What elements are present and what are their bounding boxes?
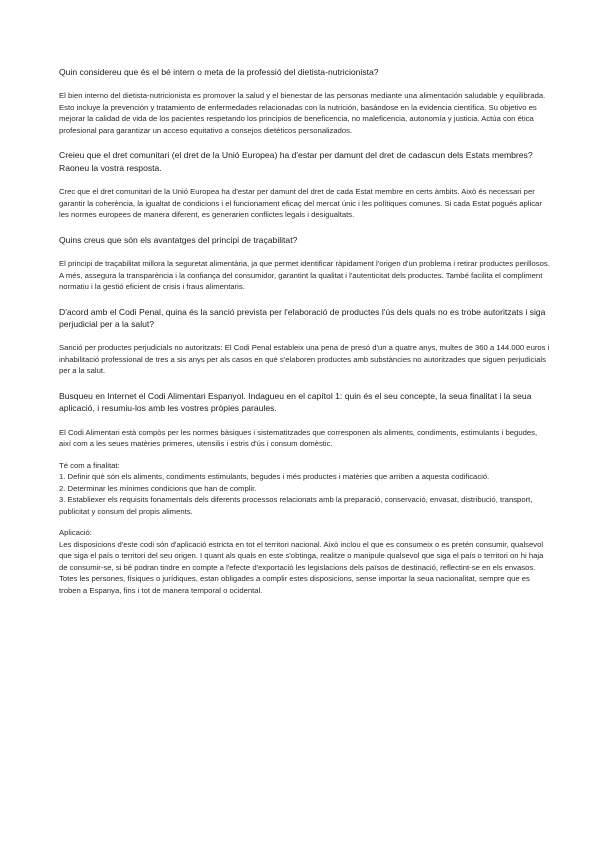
answer-5-concept: El Codi Alimentari està compòs per les normes bàsiques i sistematitzades que corresponen als aliments, condiments, estimulants i begudes, així com a les seues matèries primeres, utensilis i estris d'ús i consum domèstic.: [59, 427, 538, 449]
answer-5-finalitat: Té com a finalitat: 1. Definir què són els aliments, condiments estimulants, begudes i més productes i matèries que arriben a aquesta codificació. 2. Determinar les mínimes condicions que han de complir. 3. Establiexer els requisits fonamentals dels diferents processos relacionats amb la preparació, conservació, envasat, distribució, transport, publicitat y consum del propis aliments.: [59, 460, 533, 516]
answer-1: El bien interno del dietista-nutricionista es promover la salud y el bienestar de las personas mediante una alimentación saludable y equilibrada. Esto incluye la prevención y tratamiento de enfermedades relacionadas con la nutrición, basándose en la evidencia científica. Su objetivo es mejorar la calidad de vida de los pacientes respetando los principios de beneficencia, no maleficencia, autonomía y justicia. Actúa con ética profesional para garantizar un acceso equitativo a consejos dietéticos personalizados.: [59, 91, 546, 135]
answer-2: Crec que el dret comunitari de la Unió Europea ha d'estar per damunt del dret de cada Estat membre en certs àmbits. Això és necessari per garantir la coherència, la igualtat de condicions i el funcionament eficaç del mercat únic i les polítiques comunes. Si cada Estat pogués aplicar les normes europees de manera diferent, es generarien conflictes legals i desigualtats.: [59, 187, 542, 220]
question-1: Quin considereu que és el bé intern o meta de la professió del dietista-nutricionista?: [59, 67, 379, 77]
question-2: Creieu que el dret comunitari (el dret de la Unió Europea) ha d'estar per damunt del dret de cadascun dels Estats membres? Raoneu la vostra resposta.: [59, 150, 533, 173]
answer-5-aplicacio: Aplicació: Les disposicions d'este codi són d'aplicació estricta en tot el territori nacional. Això inclou el que es consumeix o es pretén consumir, qualsevol que siga el país o territori del seu origen. I quant als quals en este s'obtinga, realitze o manipule qualsevol que siga el país o territori on hi haja de consumir-se, si bé podran tindre en compte a l'efecte d'exportació les legislacions dels països de destinació, reflectint-se en els envasos. Totes les persones, físiques o jurídiques, estan obligades a complir estes disposicions, sense importar la seua nacionalitat, sempre que es troben a Espanya, fins i tot de manera temporal o ocidental.: [59, 528, 544, 595]
answer-4: Sanció per productes perjudicials no autoritzats: El Codi Penal estableix una pena de presó d'un a quatre anys, multes de 360 a 144.000 euros i inhabilitació professional de tres a sis anys per als casos en què s'elaboren productes amb substàncies no autoritzades que siguen perjudicials per a la salut.: [59, 343, 550, 376]
answer-3: El principi de traçabilitat millora la seguretat alimentària, ja que permet identificar ràpidament l'origen d'un problema i retirar productes perillosos. A més, assegura la transparència i la confiança del consumidor, garantint la qualitat i l'autenticitat dels productes. També facilita el compliment normatiu i la gestió eficient de crisis i fraus alimentaris.: [59, 259, 550, 292]
question-5: Busqueu en Internet el Codi Alimentari Espanyol. Indagueu en el capítol 1: quin és el seu concepte, la seua finalitat i la seua aplicació, i resumiu-los amb les vostres pròpies paraules.: [59, 390, 532, 414]
question-4: D'acord amb el Codi Penal, quina és la sanció prevista per l'elaboració de productes l'ús dels quals no es trobe autoritzats i siga perjudicial per a la salut?: [59, 306, 546, 330]
question-3: Quins creus que són els avantatges del principi de traçabilitat?: [59, 234, 298, 245]
